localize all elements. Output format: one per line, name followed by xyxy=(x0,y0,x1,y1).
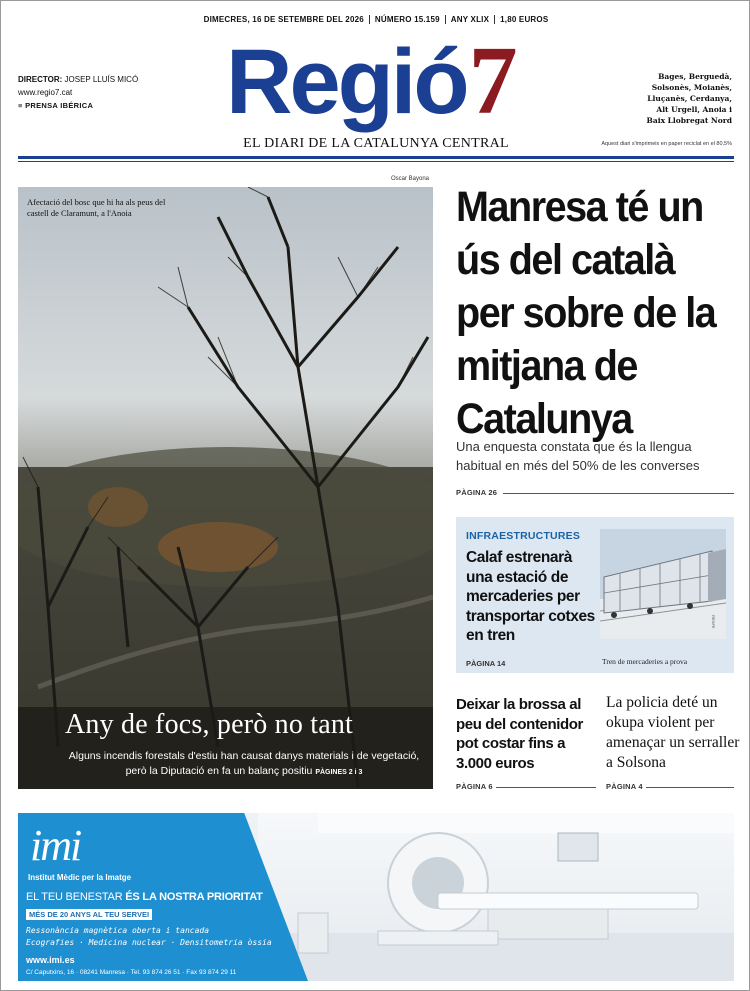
infra-kicker: INFRAESTRUCTURES xyxy=(466,530,581,542)
imi-advertisement[interactable] xyxy=(18,813,734,981)
mri-machine-image xyxy=(258,813,734,981)
region-line: Alt Urgell, Anoia i xyxy=(656,105,732,114)
infra-box[interactable] xyxy=(456,517,734,673)
photo-summary: Alguns incendis forestals d'estiu han causat danys materials i de vegetació, però la Diputació en fa un balanç positiu xyxy=(68,750,420,777)
website-link[interactable]: www.regio7.cat xyxy=(18,88,73,97)
logo-word: Regió xyxy=(226,31,467,133)
ad-address: C/ Caputxins, 16 · 08241 Manresa · Tel. 93 874 26 51 · Fax 93 874 29 11 xyxy=(26,969,237,976)
lead-photo[interactable] xyxy=(18,187,433,789)
ad-service-line: Ecografies · Medicina nuclear · Densitometria òssia xyxy=(26,938,272,947)
story3-page-ref[interactable]: PÀGINA 6 xyxy=(456,782,493,791)
ad-services xyxy=(26,925,272,949)
story-okupa-headline[interactable]: La policia deté un okupa violent per amenaçar un serraller a Solsona xyxy=(606,694,740,771)
story4-page-ref[interactable]: PÀGINA 4 xyxy=(606,782,643,791)
divider xyxy=(496,787,596,788)
story-garbage-headline[interactable]: Deixar la brossa al peu del contenidor pot costar fins a 3.000 euros xyxy=(456,696,583,772)
regions-list xyxy=(622,71,732,126)
group-name: PRENSA IBÉRICA xyxy=(25,101,94,110)
director-label: DIRECTOR: xyxy=(18,75,63,84)
prensa-iberica-icon: ≡ xyxy=(18,101,23,110)
train-thumbnail xyxy=(600,529,726,639)
newspaper-logo[interactable] xyxy=(226,27,515,135)
burnt-forest-image xyxy=(18,187,433,789)
masthead-left-info xyxy=(18,73,138,112)
infra-page-ref[interactable]: PÀGINA 14 xyxy=(466,659,506,668)
main-page-ref[interactable]: PÀGINA 26 xyxy=(456,488,498,497)
photo-credit: Oscar Bayona xyxy=(391,176,430,182)
tagline: EL DIARI DE LA CATALUNYA CENTRAL xyxy=(243,136,509,151)
divider xyxy=(646,787,734,788)
ad-badge: MÉS DE 20 ANYS AL TEU SERVEI xyxy=(26,909,152,920)
ad-slogan-b: ÉS LA NOSTRA PRIORITAT xyxy=(125,891,263,903)
photo-small-caption: Afectació del bosc que hi ha als peus del castell de Claramunt, a l'Anoia xyxy=(27,197,166,218)
logo-number: 7 xyxy=(468,27,515,135)
photo-page-ref[interactable]: PÀGINES 2 i 3 xyxy=(315,769,363,776)
dateline xyxy=(1,15,750,24)
recycled-paper-note: Aquest diari s'imprimeix en paper reciclat en el 80,5% xyxy=(601,141,732,147)
photo-text xyxy=(63,749,425,780)
ad-slogan-a: EL TEU BENESTAR xyxy=(26,891,126,903)
infra-headline[interactable]: Calaf estrenarà una estació de mercaderies per transportar cotxes en tren xyxy=(466,549,595,644)
issue-price: 1,80 EUROS xyxy=(500,15,549,24)
masthead-divider xyxy=(18,156,734,159)
ad-slogan xyxy=(26,891,263,903)
region-line: Bages, Berguedà, xyxy=(658,72,732,81)
ad-institute: Institut Mèdic per la Imatge xyxy=(28,873,132,882)
main-deck: Una enquesta constata que és la llengua habitual en més del 50% de les converses xyxy=(456,439,700,473)
train-image xyxy=(600,529,726,639)
region-line: Baix Llobregat Nord xyxy=(646,116,732,125)
masthead-divider-thin xyxy=(18,161,734,162)
region-line: Solsonès, Moianès, xyxy=(651,83,732,92)
scanner-room-image xyxy=(258,813,734,981)
main-headline[interactable]: Manresa té un ús del català per sobre de la mitjana de Catalunya xyxy=(456,183,716,443)
thumb-credit: RENFE xyxy=(711,615,716,629)
ad-service-line: Ressonància magnètica oberta i tancada xyxy=(26,926,210,935)
ad-website[interactable]: www.imi.es xyxy=(26,955,75,965)
issue-date: DIMECRES, 16 DE SETEMBRE DEL 2026 xyxy=(203,15,364,24)
thumb-caption: Tren de mercaderies a prova xyxy=(602,657,688,666)
divider xyxy=(503,493,734,494)
region-line: Lluçanès, Cerdanya, xyxy=(647,94,732,103)
issue-year: ANY XLIX xyxy=(450,15,490,24)
issue-number: NÚMERO 15.159 xyxy=(374,15,440,24)
imi-logo: imi xyxy=(30,821,81,870)
director-name: JOSEP LLUÍS MICÓ xyxy=(64,75,139,84)
photo-headline[interactable]: Any de focs, però no tant xyxy=(65,709,354,740)
